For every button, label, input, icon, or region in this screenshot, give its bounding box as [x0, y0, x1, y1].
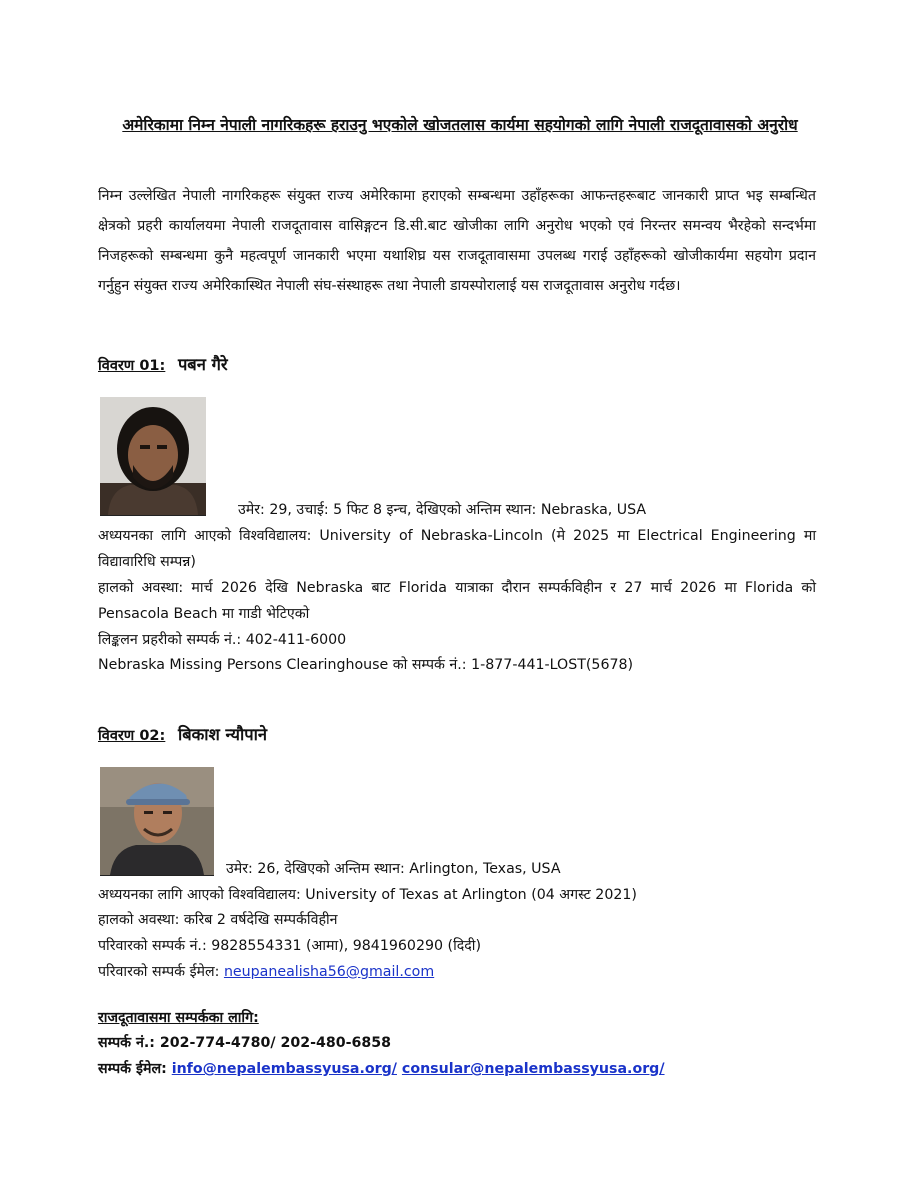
person2-family-email-label: परिवारको सम्पर्क ईमेल:	[98, 964, 220, 980]
person2-label: विवरण 02:	[98, 728, 166, 744]
person2-family-email-line	[98, 959, 816, 985]
person1-heading	[98, 352, 228, 375]
person2-name: बिकाश न्यौपाने	[177, 725, 268, 744]
person1-label: विवरण 01:	[98, 358, 166, 374]
person1-age-line: उमेर: 29, उचाई: 5 फिट 8 इन्च, देखिएको अन्तिम स्थान: Nebraska, USA	[238, 502, 647, 518]
person2-family-phone: परिवारको सम्पर्क नं.: 9828554331 (आमा), 9841960290 (दिदी)	[98, 938, 482, 954]
embassy-email-info-link[interactable]: info@nepalembassyusa.org/	[171, 1061, 397, 1077]
document-title: अमेरिकामा निम्न नेपाली नागरिकहरू हराउनु भएकोले खोजतलास कार्यमा सहयोगको लागि नेपाली राजदूतावासको अनुरोध	[122, 116, 798, 134]
person1-name: पबन गैरे	[177, 355, 228, 374]
embassy-heading-text: राजदूतावासमा सम्पर्कका लागि:	[98, 1010, 259, 1026]
embassy-email-line	[98, 1057, 665, 1082]
embassy-contact-heading	[98, 1006, 259, 1031]
embassy-email-consular-link[interactable]: consular@nepalembassyusa.org/	[401, 1061, 665, 1077]
person1-university: अध्ययनका लागि आएको विश्वविद्यालय: University of Nebraska-Lincoln (मे 2025 मा Electrical Engineering मा विद्यावारिधि सम्पन्न)	[98, 528, 816, 570]
embassy-phone: सम्पर्क नं.: 202-774-4780/ 202-480-6858	[98, 1035, 391, 1051]
person2-heading	[98, 722, 267, 745]
embassy-email-label: सम्पर्क ईमेल:	[98, 1061, 167, 1077]
person2-status: हालको अवस्था: करिब 2 वर्षदेखि सम्पर्कविहीन	[98, 912, 338, 928]
person1-photo	[100, 397, 206, 516]
person1-police-contact: लिङ्कलन प्रहरीको सम्पर्क नं.: 402-411-6000	[98, 632, 347, 648]
person2-family-email-link[interactable]: neupanealisha56@gmail.com	[223, 964, 435, 980]
person2-university: अध्ययनका लागि आएको विश्वविद्यालय: University of Texas at Arlington (04 अगस्ट 2021)	[98, 887, 637, 903]
person1-status: हालको अवस्था: मार्च 2026 देखि Nebraska बाट Florida यात्राका दौरान सम्पर्कविहीन र 27 मार्च 2026 मा Florida को Pensacola Beach मा गाडी भेटिएको	[98, 580, 816, 622]
person2-photo	[100, 767, 214, 876]
person1-clearinghouse-contact: Nebraska Missing Persons Clearinghouse को सम्पर्क नं.: 1-877-441-LOST(5678)	[98, 657, 634, 673]
intro-paragraph: निम्न उल्लेखित नेपाली नागरिकहरू संयुक्त राज्य अमेरिकामा हराएको सम्बन्धमा उहाँहरूका आफन्तहरूबाट जानकारी प्राप्त भइ सम्बन्धित क्षेत्रको प्रहरी कार्यालयमा नेपाली राजदूतावास वासिङ्गटन डि.सी.बाट खोजीका लागि अनुरोध भएको एवं निरन्तर समन्वय भैरहेको सन्दर्भमा निजहरूको सम्बन्धमा कुनै महत्वपूर्ण जानकारी भएमा यथाशिघ्र यस राजदूतावासमा उपलब्ध गराई उहाँहरूको खोजीकार्यमा सहयोग प्रदान गर्नुहुन संयुक्त राज्य अमेरिकास्थित नेपाली संघ-संस्थाहरू तथा नेपाली डायस्पोरालाई यस राजदूतावास अनुरोध गर्दछ।	[98, 188, 816, 294]
person2-age-line: उमेर: 26, देखिएको अन्तिम स्थान: Arlington, Texas, USA	[226, 861, 561, 877]
